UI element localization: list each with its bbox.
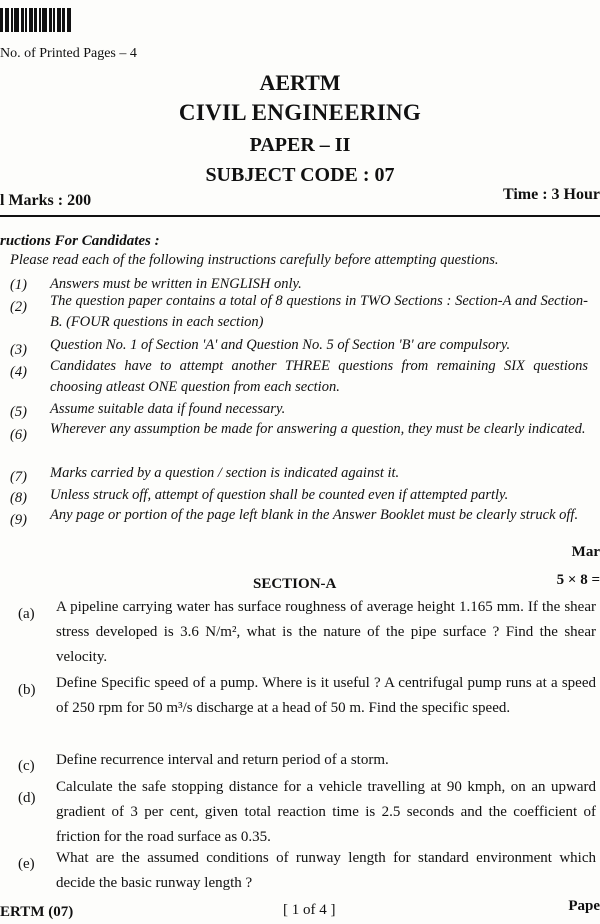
header-rule (0, 215, 600, 217)
instruction-text: Assume suitable data if found necessary. (50, 401, 286, 417)
subject-title: CIVIL ENGINEERING (178, 100, 422, 125)
instruction-text: Question No. 1 of Section 'A' and Question No. 5 of Section 'B' are compulsory. (50, 337, 511, 353)
exam-title: AERTM (259, 70, 341, 95)
instruction-number: (3) (10, 342, 27, 358)
instruction-number: (7) (10, 469, 27, 485)
footer-code: ERTM (07) (0, 904, 74, 920)
instruction-number: (5) (10, 404, 27, 420)
subject-code: SUBJECT CODE : 07 (205, 164, 395, 186)
section-marks: 5 × 8 = (556, 572, 600, 588)
instruction-number: (6) (10, 427, 27, 443)
question-text: A pipeline carrying water has surface roughness of average height 1.165 mm. If the shear stress developed is 3.6 N/m², what is the nature of the pipe surface ? Find the shear velocity. (56, 599, 596, 665)
footer-page-number: [ 1 of 4 ] (283, 902, 336, 918)
instruction-text: Answers must be written in ENGLISH only. (50, 276, 302, 292)
total-marks: l Marks : 200 (0, 192, 92, 209)
printed-pages: No. of Printed Pages – 4 (0, 46, 137, 61)
question-label: (b) (18, 682, 36, 698)
footer-paper: Pape (568, 898, 600, 914)
instruction-text: Any page or portion of the page left blank in the Answer Booklet must be clearly struck off. (50, 507, 579, 523)
instruction-number: (8) (10, 490, 27, 506)
instruction-text: Candidates have to attempt another THREE questions from remaining SIX questions choosing atleast ONE question from each section. (50, 358, 588, 395)
instruction-number: (9) (10, 512, 27, 528)
instruction-number: (2) (10, 299, 27, 315)
section-title: SECTION-A (253, 576, 337, 592)
question-text: Define Specific speed of a pump. Where is it useful ? A centrifugal pump runs at a speed of 250 rpm for 50 m³/s discharge at a head of 50 m. Find the specific speed. (56, 675, 596, 716)
question-text: What are the assumed conditions of runway length for standard environment which decide the basic runway length ? (56, 850, 596, 891)
question-label: (c) (18, 758, 35, 774)
question-label: (a) (18, 606, 35, 622)
instructions-lead: Please read each of the following instructions carefully before attempting questions. (10, 252, 499, 268)
instruction-text: Marks carried by a question / section is indicated against it. (50, 465, 400, 481)
instruction-number: (1) (10, 277, 27, 293)
instruction-number: (4) (10, 364, 27, 380)
question-label: (d) (18, 790, 36, 806)
paper-title: PAPER – II (249, 134, 351, 156)
barcode (0, 8, 84, 32)
instructions-title: ructions For Candidates : (0, 233, 160, 249)
marks-label: Mar (571, 544, 600, 560)
question-text: Calculate the safe stopping distance for a vehicle travelling at 90 kmph, on an upward gradient of 3 per cent, given total reaction time is 2.5 seconds and the coefficient of friction for the road surface as 0.35. (56, 779, 596, 845)
question-text: Define recurrence interval and return period of a storm. (56, 752, 389, 768)
instruction-text: Wherever any assumption be made for answering a question, they must be clearly indicated. (50, 421, 586, 437)
instruction-text: Unless struck off, attempt of question shall be counted even if attempted partly. (50, 487, 509, 503)
instruction-text: The question paper contains a total of 8 questions in TWO Sections : Section-A and Section-B. (FOUR questions in each section) (50, 293, 588, 330)
question-label: (e) (18, 856, 35, 872)
time-allowed: Time : 3 Hour (502, 186, 600, 203)
